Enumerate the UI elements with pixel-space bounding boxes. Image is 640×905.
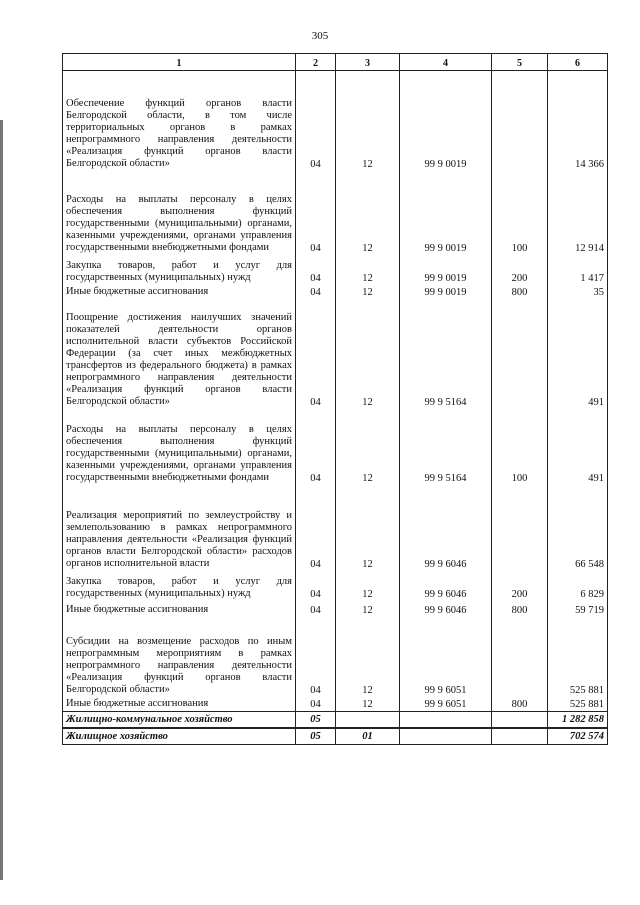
row-expense-type: 800 <box>492 601 548 617</box>
row-target-article: 99 9 0019 <box>400 171 492 255</box>
total-section: 05 <box>296 711 336 728</box>
row-target-article: 99 9 5164 <box>400 299 492 409</box>
total-subsection: 01 <box>336 728 400 745</box>
row-section: 04 <box>296 255 336 285</box>
total-target-article <box>400 728 492 745</box>
row-amount: 525 881 <box>548 617 608 697</box>
row-expense-type <box>492 299 548 409</box>
row-description: Иные бюджетные ассигнования <box>63 285 296 299</box>
row-subsection: 12 <box>336 409 400 485</box>
row-amount: 14 366 <box>548 71 608 171</box>
table-row <box>63 601 608 617</box>
row-section: 04 <box>296 601 336 617</box>
row-expense-type: 200 <box>492 571 548 601</box>
row-target-article: 99 9 6046 <box>400 601 492 617</box>
total-amount: 1 282 858 <box>548 711 608 728</box>
row-description: Поощрение достижения наилучших значений показателей деятельности органов исполнительной власти субъектов Российской Федерации (за счет иных межбюджетных трансфертов из федерального бюджета) в рамках непрограммного направления деятельности «Реализация функций органов власти Белгородской области» <box>63 299 296 409</box>
budget-table-container <box>62 53 607 745</box>
row-subsection: 12 <box>336 285 400 299</box>
row-amount: 59 719 <box>548 601 608 617</box>
row-section: 04 <box>296 617 336 697</box>
row-section: 04 <box>296 171 336 255</box>
table-row <box>63 285 608 299</box>
total-section: 05 <box>296 728 336 745</box>
total-description: Жилищно-коммунальное хозяйство <box>63 711 296 728</box>
row-section: 04 <box>296 409 336 485</box>
row-target-article: 99 9 6046 <box>400 485 492 571</box>
header-col-2: 2 <box>296 54 336 71</box>
table-row <box>63 617 608 697</box>
row-expense-type: 200 <box>492 255 548 285</box>
row-amount: 491 <box>548 299 608 409</box>
row-target-article: 99 9 0019 <box>400 71 492 171</box>
row-target-article: 99 9 0019 <box>400 285 492 299</box>
row-description: Реализация мероприятий по землеустройству и землепользованию в рамках непрограммного направления деятельности «Реализация функций органов власти Белгородской области» расходов органов исполнительной власти <box>63 485 296 571</box>
table-row <box>63 409 608 485</box>
row-subsection: 12 <box>336 71 400 171</box>
total-target-article <box>400 711 492 728</box>
row-amount: 6 829 <box>548 571 608 601</box>
table-row <box>63 71 608 171</box>
row-description: Закупка товаров, работ и услуг для государственных (муниципальных) нужд <box>63 255 296 285</box>
header-col-3: 3 <box>336 54 400 71</box>
row-subsection: 12 <box>336 571 400 601</box>
row-subsection: 12 <box>336 485 400 571</box>
total-subsection <box>336 711 400 728</box>
row-expense-type <box>492 617 548 697</box>
row-amount: 12 914 <box>548 171 608 255</box>
row-description: Расходы на выплаты персоналу в целях обеспечения выполнения функций государственными (муниципальными) органами, казенными учреждениями, органами управления государственными внебюджетными фондами <box>63 409 296 485</box>
table-row <box>63 171 608 255</box>
row-target-article: 99 9 6046 <box>400 571 492 601</box>
total-amount: 702 574 <box>548 728 608 745</box>
row-subsection: 12 <box>336 171 400 255</box>
row-section: 04 <box>296 697 336 712</box>
row-target-article: 99 9 0019 <box>400 255 492 285</box>
row-amount: 1 417 <box>548 255 608 285</box>
row-section: 04 <box>296 571 336 601</box>
row-expense-type: 100 <box>492 409 548 485</box>
row-target-article: 99 9 6051 <box>400 617 492 697</box>
row-description: Иные бюджетные ассигнования <box>63 601 296 617</box>
row-subsection: 12 <box>336 601 400 617</box>
table-row <box>63 485 608 571</box>
row-expense-type: 100 <box>492 171 548 255</box>
row-section: 04 <box>296 285 336 299</box>
budget-table <box>62 53 608 745</box>
row-description: Обеспечение функций органов власти Белгородской области, в том числе территориальных органов в рамках непрограммного направления деятельности «Реализация функций органов власти Белгородской области» <box>63 71 296 171</box>
row-description: Закупка товаров, работ и услуг для государственных (муниципальных) нужд <box>63 571 296 601</box>
row-amount: 66 548 <box>548 485 608 571</box>
table-row <box>63 571 608 601</box>
row-description: Иные бюджетные ассигнования <box>63 697 296 712</box>
page-number: 305 <box>311 30 329 42</box>
header-col-5: 5 <box>492 54 548 71</box>
table-row <box>63 697 608 712</box>
row-amount: 491 <box>548 409 608 485</box>
total-expense-type <box>492 728 548 745</box>
row-amount: 525 881 <box>548 697 608 712</box>
row-target-article: 99 9 5164 <box>400 409 492 485</box>
row-expense-type: 800 <box>492 697 548 712</box>
row-expense-type <box>492 71 548 171</box>
totals-body <box>63 711 608 744</box>
table-row <box>63 255 608 285</box>
header-col-6: 6 <box>548 54 608 71</box>
row-amount: 35 <box>548 285 608 299</box>
row-section: 04 <box>296 71 336 171</box>
total-description: Жилищное хозяйство <box>63 728 296 745</box>
row-subsection: 12 <box>336 697 400 712</box>
total-row-housing-utilities <box>63 711 608 728</box>
header-col-4: 4 <box>400 54 492 71</box>
row-section: 04 <box>296 485 336 571</box>
row-section: 04 <box>296 299 336 409</box>
header-row <box>63 54 608 71</box>
row-target-article: 99 9 6051 <box>400 697 492 712</box>
row-description: Расходы на выплаты персоналу в целях обеспечения выполнения функций государственными (муниципальными) органами, казенными учреждениями, органами управления государственными внебюджетными фондами <box>63 171 296 255</box>
scan-edge-strip <box>0 120 3 880</box>
row-subsection: 12 <box>336 255 400 285</box>
table-body <box>63 71 608 712</box>
row-subsection: 12 <box>336 617 400 697</box>
header-col-1: 1 <box>63 54 296 71</box>
table-row <box>63 299 608 409</box>
total-expense-type <box>492 711 548 728</box>
row-expense-type <box>492 485 548 571</box>
total-row-housing <box>63 728 608 745</box>
row-description: Субсидии на возмещение расходов по иным непрограммным мероприятиям в рамках непрограммного направления деятельности «Реализация функций органов власти Белгородской области» <box>63 617 296 697</box>
row-expense-type: 800 <box>492 285 548 299</box>
row-subsection: 12 <box>336 299 400 409</box>
